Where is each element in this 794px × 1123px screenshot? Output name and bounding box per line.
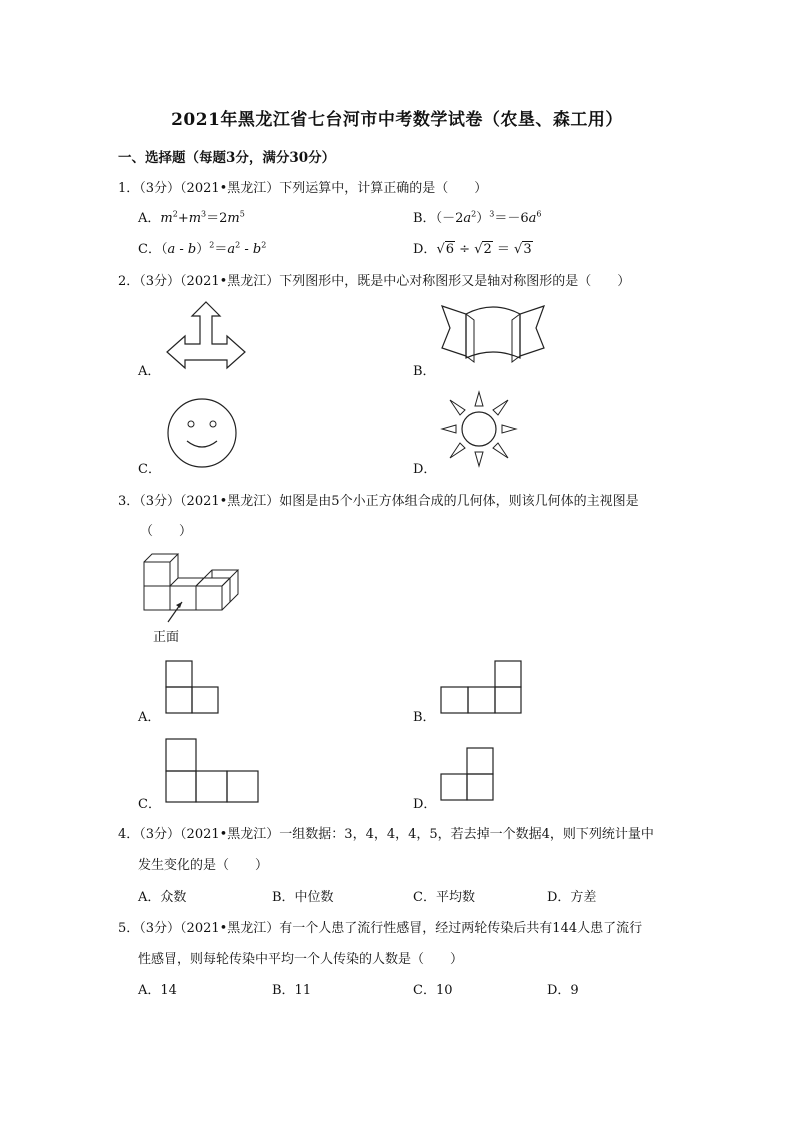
q2-option-b-label: B． (413, 364, 436, 379)
q1-option-c-label: C． (138, 242, 161, 257)
q4-option-d: D．方差 (547, 890, 597, 905)
q5-option-a: A．14 (138, 983, 177, 998)
q4-option-a: A．众数 (138, 890, 187, 905)
three-way-arrow-figure (165, 300, 247, 372)
front-view-label: 正面 (153, 630, 180, 645)
q5-option-d: D．9 (547, 983, 579, 998)
q4-option-b: B．中位数 (272, 890, 334, 905)
question-3-stem-line2: （ ） (140, 524, 193, 539)
q3-option-d-view (440, 747, 496, 803)
q3-option-b-label: B． (413, 710, 436, 725)
q3-option-d-label: D． (413, 797, 437, 812)
question-5-stem-line2: 性感冒，则每轮传染中平均一个人传染的人数是（ ） (138, 952, 464, 967)
sun-figure (440, 390, 518, 468)
question-1-stem: 1．（3分）（2021•黑龙江）下列运算中，计算正确的是（ ） (118, 181, 488, 196)
page-title: 2021年黑龙江省七台河市中考数学试卷（农垦、森工用） (171, 110, 623, 130)
q1-option-b: B．$(-2a^2)^3=-6a^6$ (413, 209, 542, 226)
q5-option-c: C．10 (413, 983, 453, 998)
q3-option-c-view (165, 738, 261, 804)
question-2-stem: 2．（3分）（2021•黑龙江）下列图形中，既是中心对称图形又是轴对称图形的是（ ） (118, 274, 631, 289)
q2-option-d-label: D． (413, 462, 437, 477)
q3-option-c-label: C． (138, 797, 161, 812)
q5-option-b: B．11 (272, 983, 312, 998)
q1-option-d: D．√6 ÷ √2 ＝ √3 (413, 242, 532, 257)
q2-option-a-label: A． (138, 364, 161, 379)
q4-option-c: C．平均数 (413, 890, 475, 905)
banner-figure (440, 302, 546, 370)
section-heading: 一、选择题（每题3分，满分30分） (118, 150, 336, 166)
smiley-face-figure (166, 397, 238, 469)
q3-option-a-label: A． (138, 710, 161, 725)
q1-option-c: C．$(a - b)^2=a^2 - b^2$ (138, 240, 267, 257)
q1-option-a-label: A． (138, 211, 161, 226)
q1-option-a: A．$m^2+m^3=2m^5$ (138, 209, 245, 226)
question-3-stem-line1: 3．（3分）（2021•黑龙江）如图是由5个小正方体组合成的几何体，则该几何体的主视图是 (118, 494, 639, 509)
question-5-stem-line1: 5．（3分）（2021•黑龙江）有一个人患了流行性感冒，经过两轮传染后共有144人患了流行 (118, 921, 643, 936)
q1-option-d-label: D． (413, 242, 437, 257)
q3-option-a-view (165, 660, 221, 716)
cube-solid-figure (140, 548, 250, 616)
q3-option-b-view (440, 660, 524, 716)
q2-option-c-label: C． (138, 462, 161, 477)
question-4-stem-line2: 发生变化的是（ ） (138, 858, 269, 873)
q1-option-b-label: B． (413, 211, 436, 226)
question-4-stem-line1: 4．（3分）（2021•黑龙江）一组数据：3，4，4，4，5，若去掉一个数据4，则下列统计量中 (118, 827, 654, 842)
